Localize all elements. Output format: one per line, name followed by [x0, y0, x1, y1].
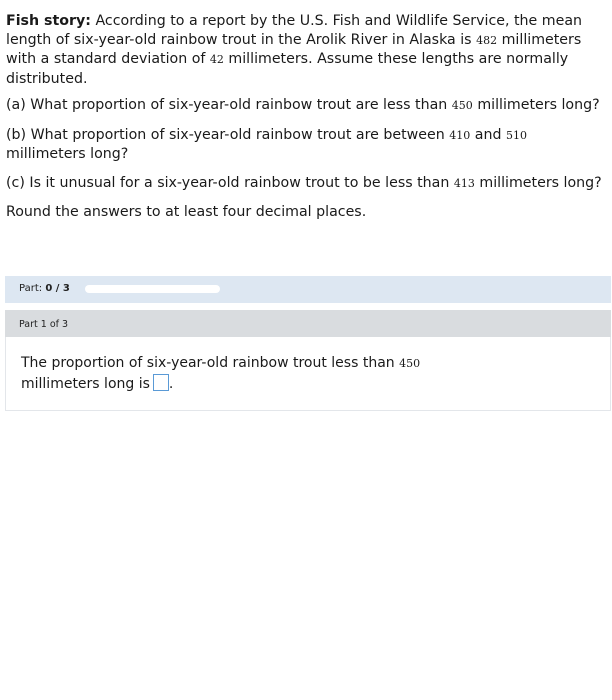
part-label: Part: — [19, 283, 43, 294]
question-a-text: (a) What proportion of six-year-old rainbow trout are less than — [6, 97, 448, 113]
answer-input[interactable] — [153, 374, 169, 391]
part-of-label: Part 1 of 3 — [19, 319, 69, 330]
problem-statement — [6, 12, 606, 232]
question-value: 450 — [399, 357, 421, 370]
progress-track — [85, 285, 220, 293]
question-c — [6, 174, 606, 194]
question-c-value: 413 — [453, 176, 475, 190]
question-a-value: 450 — [451, 99, 473, 112]
part-score-value: 0 / 3 — [45, 283, 70, 294]
rounding-instruction: Round the answers to at least four decimal places. — [6, 204, 367, 220]
part-progress-bar — [5, 276, 611, 303]
question-c-text: (c) Is it unusual for a six-year-old rainbow trout to be less than — [6, 174, 450, 191]
problem-title: Fish story: — [6, 13, 91, 29]
question-a-unit: millimeters long? — [477, 97, 600, 113]
question-period: . — [168, 376, 174, 392]
sd-value: 42 — [209, 53, 224, 66]
question-b-low: 410 — [449, 128, 471, 142]
question-b-text: (b) What proportion of six-year-old rainbow trout are between — [6, 126, 445, 143]
intro-text-1: According to a report by the U.S. Fish and Wildlife Service, the mean length of six-year-old rainbow trout in the Arolik River in Alaska is — [6, 13, 583, 48]
question-text-1: The proportion of six-year-old rainbow trout less than — [21, 355, 395, 371]
problem-intro — [6, 12, 606, 88]
question-b — [6, 126, 606, 164]
question-prompt — [21, 353, 451, 394]
intro-text-2: millimeters with a standard deviation of — [6, 31, 582, 67]
question-c-unit: millimeters long? — [479, 174, 602, 191]
part-score — [19, 283, 70, 294]
question-b-high: 510 — [505, 128, 527, 142]
question-b-and: and — [474, 126, 502, 143]
part-of-header — [5, 310, 611, 337]
intro-text-3: millimeters. Assume these lengths are normally distributed. — [6, 51, 569, 87]
question-panel — [5, 337, 611, 411]
mean-value: 482 — [476, 33, 498, 47]
question-b-unit: millimeters long? — [6, 146, 129, 162]
question-a — [6, 96, 606, 116]
question-text-2: millimeters long is — [21, 376, 150, 392]
